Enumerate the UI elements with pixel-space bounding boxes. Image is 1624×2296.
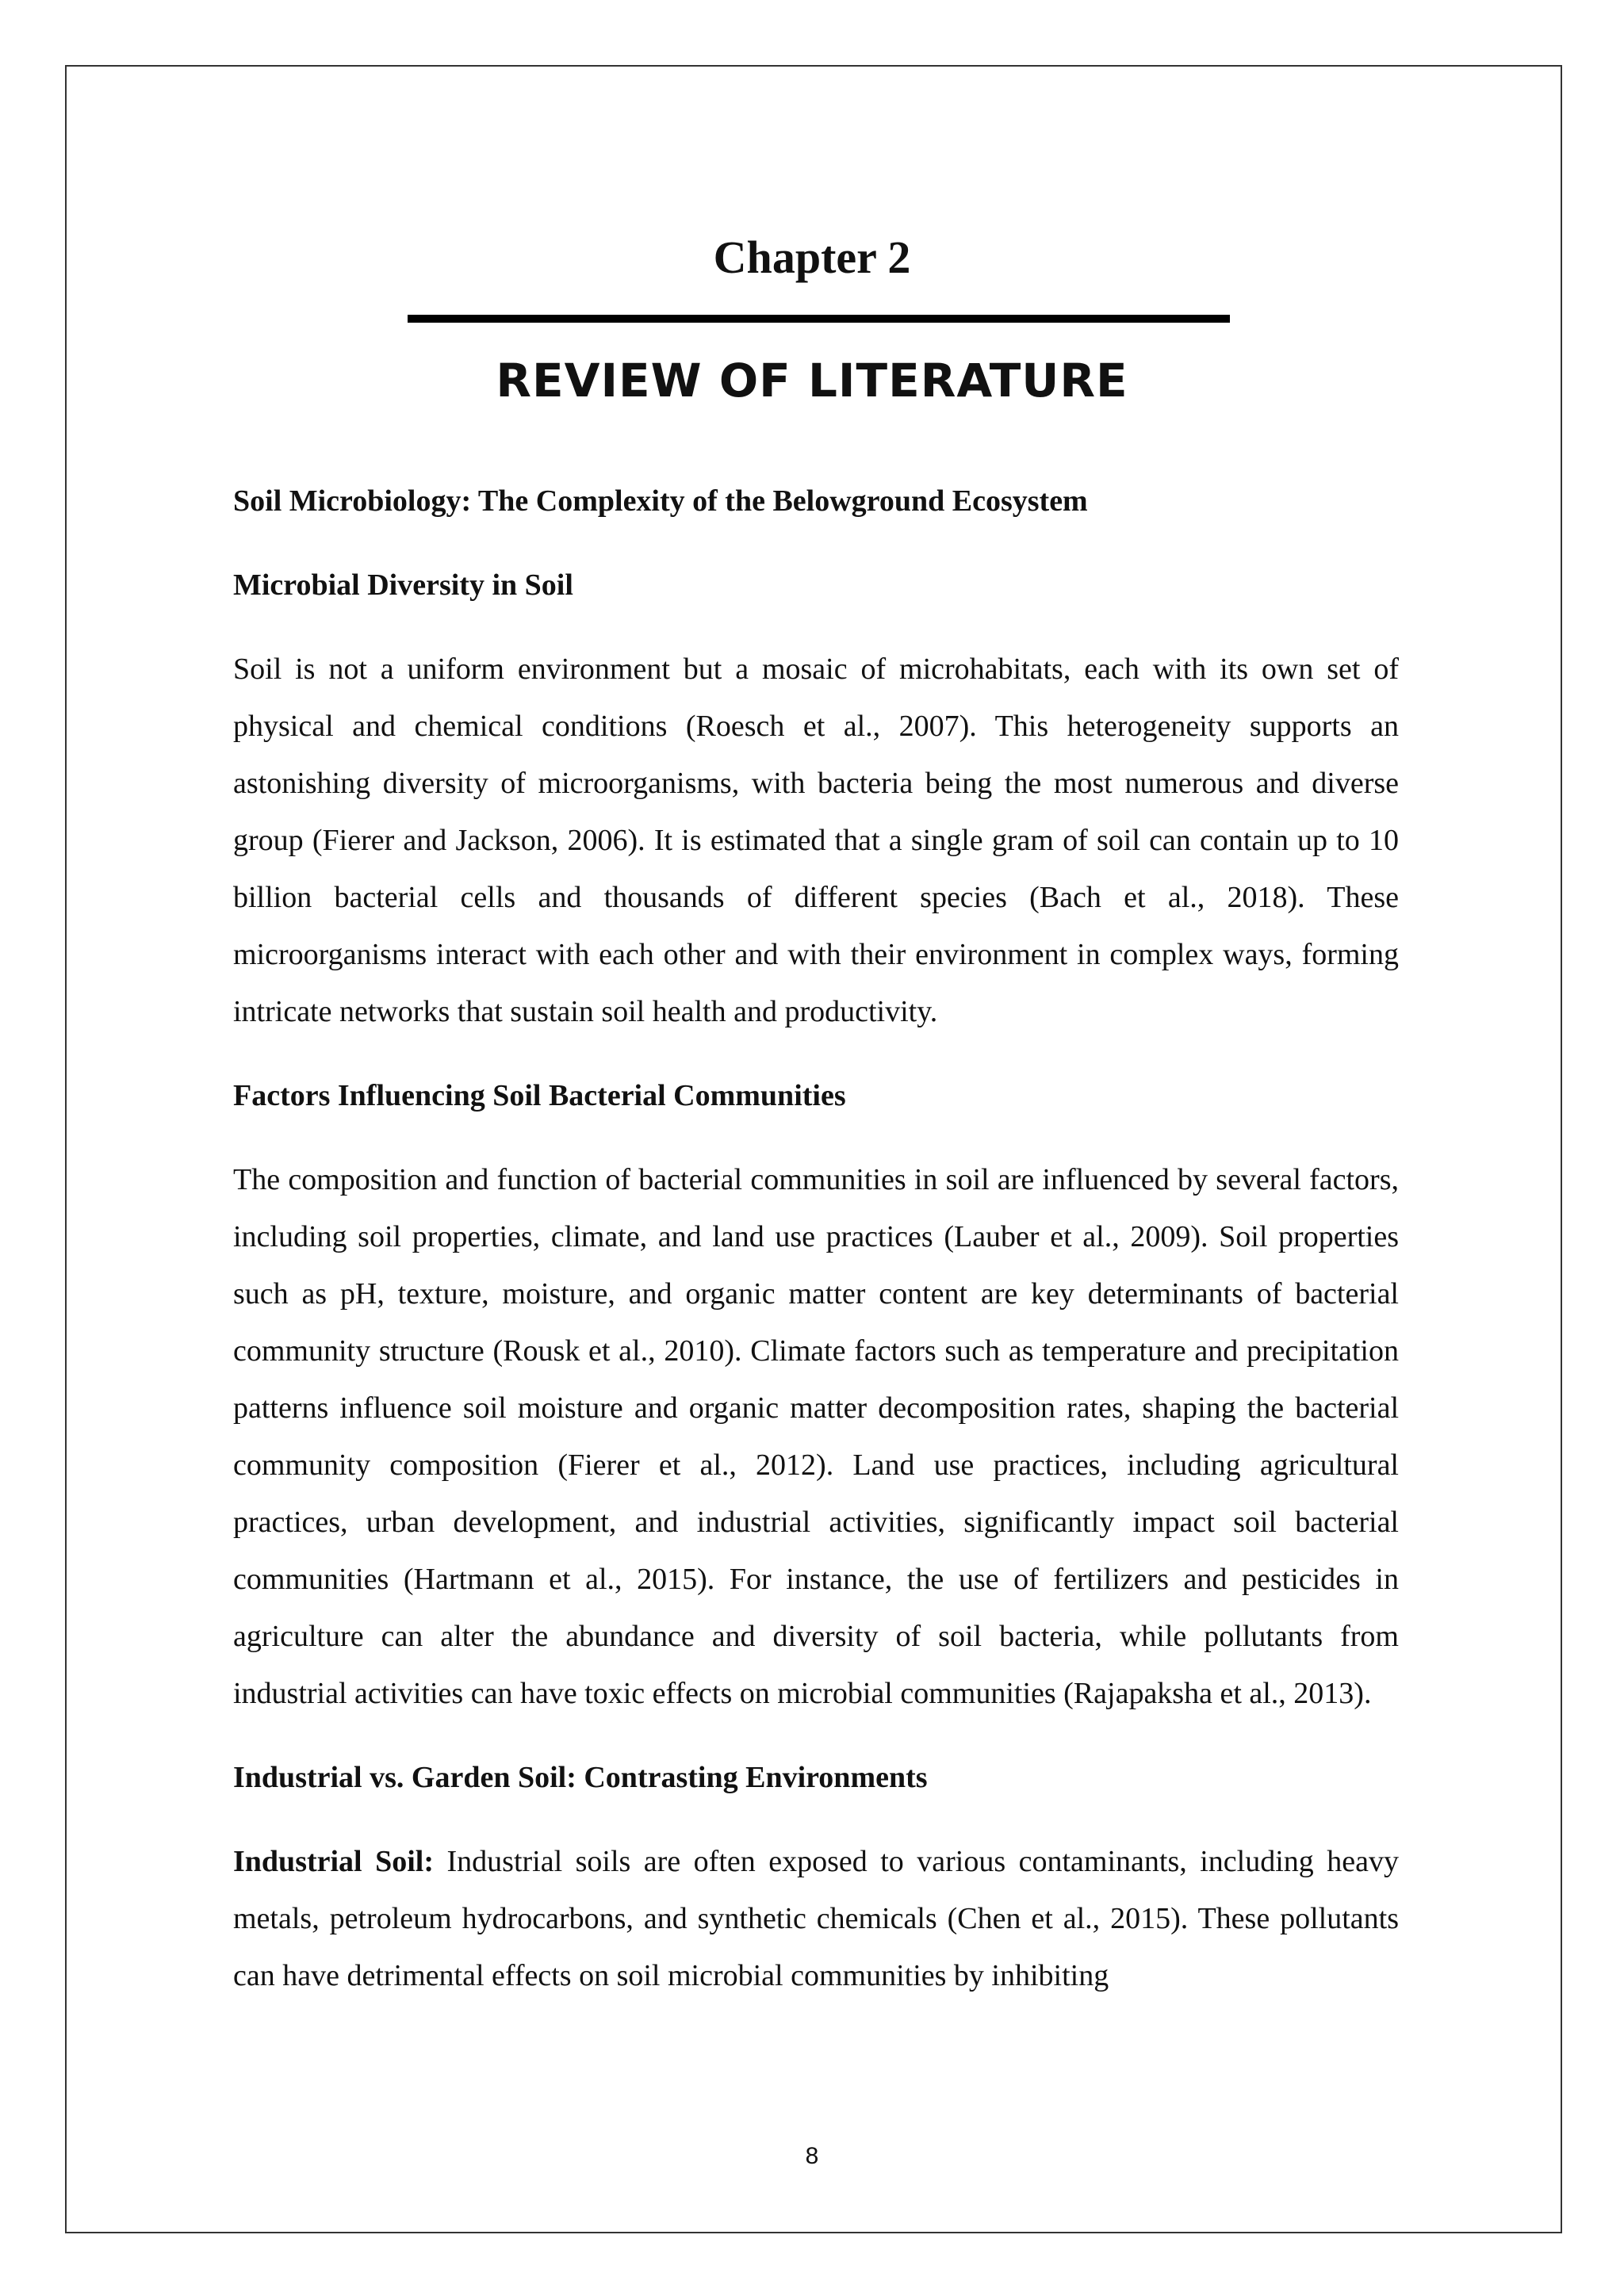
industrial-soil-lead: Industrial Soil:	[233, 1845, 435, 1878]
paragraph-factors: The composition and function of bacterial communities in soil are influenced by several factors, including soil properties, climate, and land use practices (Lauber et al., 2009). Soil properties such as pH, texture, moisture, and organic matter content are key determinants of bacterial community structure (Rousk et al., 2010). Climate factors such as temperature and precipitation patterns influence soil moisture and organic matter decomposition rates, shaping the bacterial community composition (Fierer et al., 2012). Land use practices, including agricultural practices, urban development, and industrial activities, significantly impact soil bacterial communities (Hartmann et al., 2015). For instance, the use of fertilizers and pesticides in agriculture can alter the abundance and diversity of soil bacteria, while pollutants from industrial activities can have toxic effects on microbial communities (Rajapaksha et al., 2013).	[233, 1163, 1399, 1710]
page-number: 8	[805, 2143, 819, 2169]
paragraph-industrial-soil	[233, 1833, 1399, 2004]
chapter-number: Chapter 2	[713, 232, 911, 283]
paragraph-microbial-diversity: Soil is not a uniform environment but a mosaic of microhabitats, each with its own set of physical and chemical conditions (Roesch et al., 2007). This heterogeneity supports an astonishing diversity of microorganisms, with bacteria being the most numerous and diverse group (Fierer and Jackson, 2006). It is estimated that a single gram of soil can contain up to 10 billion bacterial cells and thousands of different species (Bach et al., 2018). These microorganisms interact with each other and with their environment in complex ways, forming intricate networks that sustain soil health and productivity.	[233, 652, 1399, 1028]
subsection-heading-microbial-diversity: Microbial Diversity in Soil	[233, 568, 573, 602]
industrial-soil-text: Industrial soils are often exposed to various contaminants, including heavy metals, petroleum hydrocarbons, and synthetic chemicals (Chen et al., 2015). These pollutants can have detrimental effects on soil microbial communities by inhibiting	[233, 1845, 1399, 1992]
chapter-divider-rule	[408, 315, 1230, 323]
subsection-heading-factors: Factors Influencing Soil Bacterial Communities	[233, 1079, 846, 1112]
chapter-title: REVIEW OF LITERATURE	[496, 354, 1128, 408]
section-heading-soil-microbiology: Soil Microbiology: The Complexity of the Belowground Ecosystem	[233, 484, 1088, 518]
subsection-heading-industrial-vs-garden: Industrial vs. Garden Soil: Contrasting Environments	[233, 1761, 928, 1794]
main-content	[233, 473, 1399, 2031]
